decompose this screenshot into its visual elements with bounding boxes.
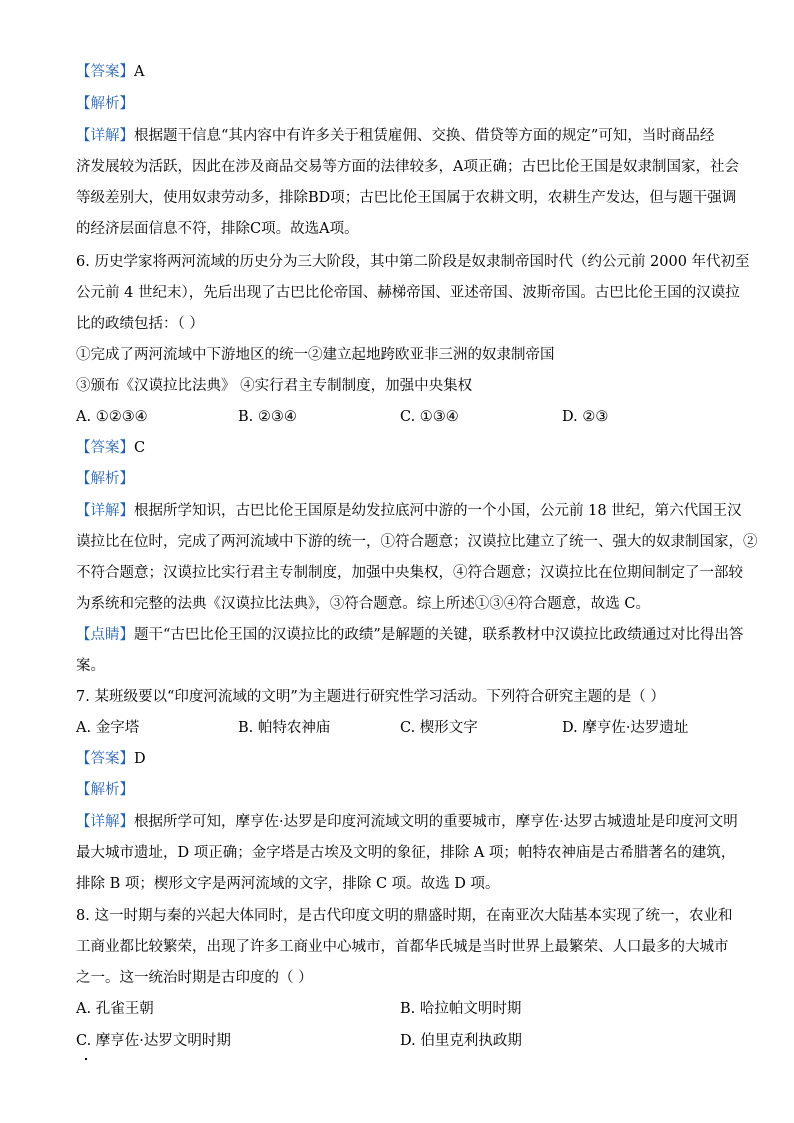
detail-tag: 【详解】 — [76, 503, 134, 519]
answer-line — [76, 749, 146, 769]
question-stem: 公元前 4 世纪末），先后出现了古巴比伦帝国、赫梯帝国、亚述帝国、波斯帝国。古巴比伦王国的汉谟拉 — [76, 285, 740, 301]
question-stem: 6. 历史学家将两河流域的历史分为三大阶段，其中第二阶段是奴隶制帝国时代（约公元前 2000 年代初至 — [76, 254, 750, 270]
question-stem: 8. 这一时期与秦的兴起大体同时，是古代印度文明的鼎盛时期，在南亚次大陆基本实现了统一，农业和 — [76, 908, 733, 924]
answer-value: A — [134, 64, 145, 80]
option-d: D. 摩亨佐·达罗遗址 — [562, 720, 689, 736]
answer-tag: 【答案】 — [76, 751, 134, 767]
question-stem: 7. 某班级要以“印度河流域的文明”为主题进行研究性学习活动。下列符合研究主题的是（ ） — [76, 689, 665, 705]
question-stem: 之一。这一统治时期是古印度的（ ） — [76, 970, 313, 986]
detail-tag: 【详解】 — [76, 814, 134, 830]
detail-line: 【详解】根据所学可知，摩亨佐·达罗是印度河流域文明的重要城市，摩亨佐·达罗古城遗址是印度河文明 — [76, 814, 738, 830]
detail-line: 济发展较为活跃，因此在涉及商品交易等方面的法律较多，A项正确；古巴比伦王国是奴隶制国家，社会 — [76, 159, 739, 175]
statement-line: ①完成了两河流域中下游地区的统一②建立起地跨欧亚非三洲的奴隶制帝国 — [76, 347, 555, 363]
statement-line: ③颁布《汉谟拉比法典》 ④实行君主专制制度，加强中央集权 — [76, 378, 473, 394]
detail-tag: 【详解】 — [76, 128, 134, 144]
detail-line: 等级差别大，使用奴隶劳动多，排除BD项；古巴比伦王国属于农耕文明，农耕生产发达，但与题干强调 — [76, 190, 737, 206]
comment-line: 案。 — [76, 658, 105, 674]
answer-tag: 【答案】 — [76, 64, 134, 80]
answer-value: D — [134, 751, 146, 767]
comment-line: 【点睛】题干“古巴比伦王国的汉谟拉比的政绩”是解题的关键，联系教材中汉谟拉比政绩通过对比得出答 — [76, 627, 744, 643]
detail-line: 不符合题意；汉谟拉比实行君主专制制度，加强中央集权，④符合题意；汉谟拉比在位期间制定了一部较 — [76, 565, 743, 581]
answer-value: C — [134, 440, 146, 456]
option-a: A. 金字塔 — [76, 720, 140, 736]
answer-tag: 【答案】 — [76, 440, 134, 456]
comment-tag: 【点睛】 — [76, 627, 134, 643]
option-c: C. 楔形文字 — [400, 720, 478, 736]
option-d: D. 伯里克利执政期 — [400, 1033, 522, 1049]
detail-line: 【详解】根据题干信息“其内容中有许多关于租赁雇佣、交换、借贷等方面的规定”可知，当时商品经 — [76, 128, 715, 144]
option-b: B. ②③④ — [238, 409, 297, 425]
ink-dot — [85, 1058, 87, 1060]
answer-line — [76, 62, 144, 82]
analysis-tag: 【解析】 — [76, 782, 134, 798]
option-b: B. 帕特农神庙 — [238, 720, 331, 736]
option-d: D. ②③ — [562, 409, 609, 425]
detail-line: 【详解】根据所学知识，古巴比伦王国原是幼发拉底河中游的一个小国，公元前 18 世纪，第六代国王汉 — [76, 503, 742, 519]
analysis-tag: 【解析】 — [76, 96, 134, 112]
detail-line: 谟拉比在位时，完成了两河流域中下游的统一，①符合题意；汉谟拉比建立了统一、强大的奴隶制国家，② — [76, 534, 758, 550]
option-b: B. 哈拉帕文明时期 — [400, 1001, 522, 1017]
question-stem: 工商业都比较繁荣，出现了许多工商业中心城市，首都华氏城是当时世界上最繁荣、人口最多的大城市 — [76, 939, 729, 955]
option-c: C. 摩亨佐·达罗文明时期 — [76, 1033, 231, 1049]
question-stem: 比的政绩包括：（ ） — [76, 316, 204, 332]
detail-line: 排除 B 项；楔形文字是两河流域的文字，排除 C 项。故选 D 项。 — [76, 876, 500, 892]
option-a: A. 孔雀王朝 — [76, 1001, 154, 1017]
detail-line: 的经济层面信息不符，排除C项。故选A项。 — [76, 221, 359, 237]
detail-line: 为系统和完整的法典《汉谟拉比法典》，③符合题意。综上所述①③④符合题意，故选 C。 — [76, 596, 650, 612]
detail-line: 最大城市遗址，D 项正确；金字塔是古埃及文明的象征，排除 A 项；帕特农神庙是古希腊著名的建筑， — [76, 845, 736, 861]
option-c: C. ①③④ — [400, 409, 459, 425]
analysis-tag: 【解析】 — [76, 471, 134, 487]
answer-line — [76, 438, 145, 458]
option-a: A. ①②③④ — [76, 409, 148, 425]
